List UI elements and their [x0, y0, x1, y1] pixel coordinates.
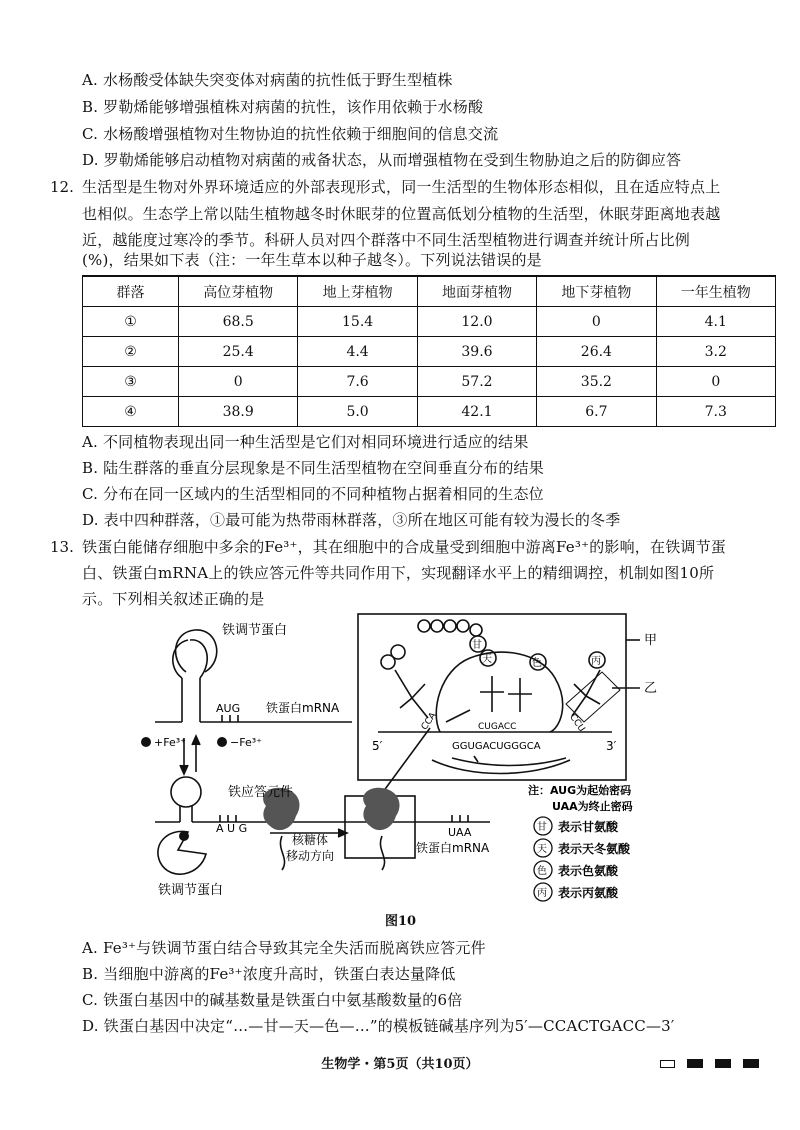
- q13-option-a: A. Fe³⁺与铁调节蛋白结合导致其完全失活而脱离铁应答元件: [82, 939, 486, 957]
- aa-gly-tag: 甘: [472, 640, 482, 651]
- table-cell: ④: [83, 397, 179, 427]
- label-ribosome: 核糖体: [292, 833, 329, 847]
- table-header: 一年生植物: [656, 276, 775, 307]
- table-row: [83, 337, 776, 367]
- q13-stem-line: 铁蛋白能储存细胞中多余的Fe³⁺，其在细胞中的合成量受到细胞中游离Fe³⁺的影响，在铁调节蛋: [82, 538, 726, 556]
- table-cell: 57.2: [417, 367, 536, 397]
- note-start-codon: 注：AUG为起始密码: [528, 784, 632, 797]
- q12-stem-line: 也相似。生态学上常以陆生植物越冬时休眠芽的位置高低划分植物的生活型，休眠芽距离地表越: [82, 205, 721, 223]
- label-mrna-sequence: GGUGACUGGGCA: [452, 741, 541, 752]
- table-header: 地上芽植物: [298, 276, 417, 307]
- scan-mark: [660, 1060, 675, 1068]
- table-cell: ①: [83, 307, 179, 337]
- table-cell: 0: [537, 307, 656, 337]
- table-cell: ②: [83, 337, 179, 367]
- q11-option-c: C. 水杨酸增强植物对生物协迫的抗性依赖于细胞间的信息交流: [82, 125, 499, 143]
- table-cell: 6.7: [537, 397, 656, 427]
- label-aug-top: AUG: [216, 702, 241, 715]
- label-anticodons: CUGACC: [478, 722, 517, 732]
- label-move-direction: 移动方向: [286, 849, 335, 863]
- label-uaa: UAA: [448, 826, 472, 839]
- label-aug-bottom: A U G: [216, 822, 248, 835]
- fe-dot: [141, 737, 151, 747]
- q12-option-b: B. 陆生群落的垂直分层现象是不同生活型植物在空间垂直分布的结果: [82, 459, 544, 477]
- life-form-table: [82, 275, 776, 427]
- q13-option-b: B. 当细胞中游离的Fe³⁺浓度升高时，铁蛋白表达量降低: [82, 965, 456, 983]
- table-cell: 7.3: [656, 397, 775, 427]
- table-cell: 0: [179, 367, 298, 397]
- label-yi: 乙: [644, 681, 658, 696]
- table-cell: 68.5: [179, 307, 298, 337]
- legend-asp-text: 表示天冬氨酸: [558, 842, 631, 856]
- ribosome-shape: [363, 788, 399, 830]
- label-cca: CCA: [419, 710, 439, 733]
- table-header: 地下芽植物: [537, 276, 656, 307]
- table-cell: 15.4: [298, 307, 417, 337]
- legend-ala-text: 表示丙氨酸: [558, 886, 619, 900]
- table-header: 群落: [83, 276, 179, 307]
- table-cell: 3.2: [656, 337, 775, 367]
- table-header-row: [83, 276, 776, 307]
- q12-number: 12.: [50, 178, 74, 196]
- page-footer: 生物学・第5页（共10页）: [321, 1057, 479, 1072]
- note-stop-codon: UAA为终止密码: [552, 800, 633, 813]
- q11-option-b: B. 罗勒烯能够增强植株对病菌的抗性，该作用依赖于水杨酸: [82, 98, 484, 116]
- table-cell: 26.4: [537, 337, 656, 367]
- table-cell: 39.6: [417, 337, 536, 367]
- q13-option-c: C. 铁蛋白基因中的碱基数量是铁蛋白中氨基酸数量的6倍: [82, 991, 463, 1009]
- q12-stem-line: 生活型是生物对外界环境适应的外部表现形式，同一生活型的生物体形态相似，且在适应特点上: [82, 178, 721, 196]
- table-row: [83, 397, 776, 427]
- legend-ala-symbol: 丙: [537, 888, 547, 899]
- label-5-prime: 5′: [372, 739, 383, 753]
- table-header: 地面芽植物: [417, 276, 536, 307]
- label-jia: 甲: [644, 633, 658, 648]
- q13-stem-line: 白、铁蛋白mRNA上的铁应答元件等共同作用下，实现翻译水平上的精细调控，机制如图10所: [82, 564, 715, 582]
- table-cell: 25.4: [179, 337, 298, 367]
- q11-option-d: D. 罗勒烯能够启动植物对病菌的戒备状态，从而增强植物在受到生物胁迫之后的防御应答: [82, 151, 682, 169]
- aa-asp-tag: 天: [482, 654, 492, 665]
- figure-caption: 图10: [385, 914, 417, 929]
- legend-trp-symbol: 色: [537, 866, 547, 877]
- table-cell: 4.4: [298, 337, 417, 367]
- table-cell: 12.0: [417, 307, 536, 337]
- label-regulator-top: 铁调节蛋白: [222, 623, 288, 638]
- q13-number: 13.: [50, 538, 74, 556]
- table-cell: 0: [656, 367, 775, 397]
- q12-option-c: C. 分布在同一区域内的生活型相同的不同种植物占据着相同的生态位: [82, 485, 544, 503]
- fe-dot: [179, 831, 189, 841]
- scan-mark: [743, 1059, 759, 1068]
- q12-option-d: D. 表中四种群落，①最可能为热带雨林群落，③所在地区可能有较为漫长的冬季: [82, 511, 621, 529]
- label-minus-fe: −Fe³⁺: [230, 736, 262, 749]
- table-cell: ③: [83, 367, 179, 397]
- scan-mark: [715, 1059, 731, 1068]
- stem-loop-top: [173, 640, 207, 678]
- scan-marks: [660, 1053, 771, 1072]
- label-mrna-top: 铁蛋白mRNA: [266, 701, 340, 715]
- table-cell: 5.0: [298, 397, 417, 427]
- aa-ala-tag: 丙: [591, 656, 601, 667]
- table-cell: 7.6: [298, 367, 417, 397]
- legend-gly-text: 表示甘氨酸: [558, 820, 619, 834]
- label-plus-fe: +Fe³⁺: [154, 736, 186, 749]
- table-cell: 42.1: [417, 397, 536, 427]
- legend-trp-text: 表示色氨酸: [558, 864, 619, 878]
- table-cell: 4.1: [656, 307, 775, 337]
- label-mrna-bottom: 铁蛋白mRNA: [416, 841, 490, 855]
- q12-option-a: A. 不同植物表现出同一种生活型是它们对相同环境进行适应的结果: [82, 433, 529, 451]
- fe-dot: [217, 737, 227, 747]
- regulator-protein-top-shape: [176, 630, 217, 672]
- label-ire: 铁应答元件: [228, 785, 294, 800]
- label-3-prime: 3′: [606, 739, 617, 753]
- label-regulator-bottom: 铁调节蛋白: [158, 883, 224, 898]
- figure-10: [0, 600, 800, 910]
- aa-trp-tag: 色: [532, 658, 542, 669]
- q13-stem-line: 示。下列相关叙述正确的是: [82, 590, 265, 608]
- table-row: [83, 367, 776, 397]
- q12-stem-line: (%)，结果如下表（注：一年生草本以种子越冬）。下列说法错误的是: [82, 251, 542, 269]
- table-cell: 38.9: [179, 397, 298, 427]
- label-ccu: CCU: [567, 712, 587, 734]
- q13-option-d: D. 铁蛋白基因中决定“…—甘—天—色—…”的模板链碱基序列为5′—CCACTGACC—3′: [82, 1017, 675, 1035]
- table-header: 高位芽植物: [179, 276, 298, 307]
- legend-asp-symbol: 天: [537, 844, 547, 855]
- legend-gly-symbol: 甘: [537, 822, 547, 833]
- table-cell: 35.2: [537, 367, 656, 397]
- q12-stem-line: 近，越能度过寒冷的季节。科研人员对四个群落中不同生活型植物进行调查并统计所占比例: [82, 231, 691, 249]
- table-row: [83, 307, 776, 337]
- scan-mark: [687, 1059, 703, 1068]
- q11-option-a: A. 水杨酸受体缺失突变体对病菌的抗性低于野生型植株: [82, 71, 453, 89]
